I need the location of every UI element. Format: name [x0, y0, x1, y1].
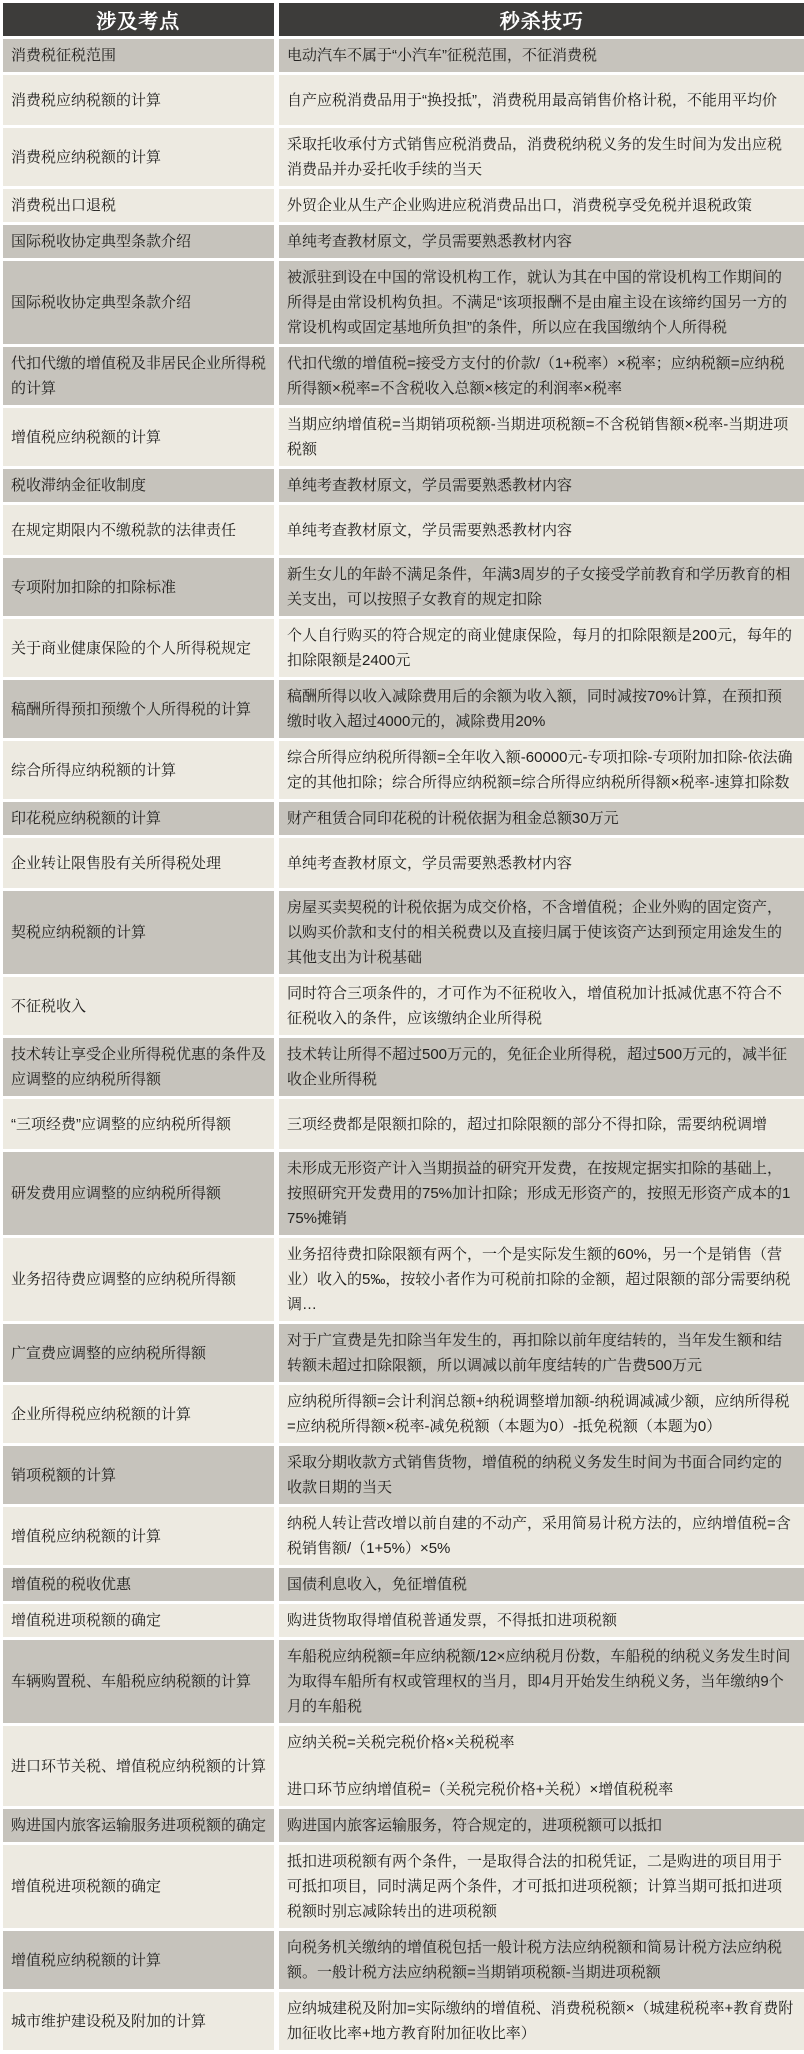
- table-row: [2, 740, 804, 801]
- tip-cell: 单纯考查教材原文，学员需要熟悉教材内容: [277, 504, 804, 557]
- tip-cell: 向税务机关缴纳的增值税包括一般计税方法应纳税额和简易计税方法应纳税额。一般计税方法应纳税额=当期销项税额-当期进项税额: [277, 1930, 804, 1991]
- tip-cell: 单纯考查教材原文，学员需要熟悉教材内容: [277, 837, 804, 890]
- table-row: [2, 224, 804, 260]
- column-header-tip: 秒杀技巧: [277, 2, 804, 38]
- tip-cell: 三项经费都是限额扣除的，超过扣除限额的部分不得扣除，需要纳税调增: [277, 1098, 804, 1151]
- table-row: [2, 1151, 804, 1237]
- topic-cell: 消费税应纳税额的计算: [2, 74, 277, 127]
- topic-cell: 车辆购置税、车船税应纳税额的计算: [2, 1639, 277, 1725]
- topic-cell: 代扣代缴的增值税及非居民企业所得税的计算: [2, 346, 277, 407]
- table-row: [2, 346, 804, 407]
- topic-cell: 业务招待费应调整的应纳税所得额: [2, 1237, 277, 1323]
- tip-cell: 应纳城建税及附加=实际缴纳的增值税、消费税税额×（城建税税率+教育费附加征收比率+地方教育附加征收比率）: [277, 1991, 804, 2052]
- tip-paragraph: 进口环节应纳增值税=（关税完税价格+关税）×增值税税率: [287, 1777, 796, 1802]
- table-row: [2, 618, 804, 679]
- table-row: [2, 1098, 804, 1151]
- topic-cell: 销项税额的计算: [2, 1445, 277, 1506]
- tip-cell: 抵扣进项税额有两个条件，一是取得合法的扣税凭证，二是购进的项目用于可抵扣项目，同时满足两个条件，才可抵扣进项税额；计算当期可抵扣进项税额时别忘减除转出的进项税额: [277, 1844, 804, 1930]
- tip-cell: 综合所得应纳税所得额=全年收入额-60000元-专项扣除-专项附加扣除-依法确定的其他扣除；综合所得应纳税额=综合所得应纳税所得额×税率-速算扣除数: [277, 740, 804, 801]
- table-row: [2, 1567, 804, 1603]
- table-row: [2, 1237, 804, 1323]
- topic-cell: 消费税出口退税: [2, 188, 277, 224]
- table-row: [2, 1445, 804, 1506]
- tip-cell: 财产租赁合同印花税的计税依据为租金总额30万元: [277, 801, 804, 837]
- tip-cell: 被派驻到设在中国的常设机构工作，就认为其在中国的常设机构工作期间的所得是由常设机构负担。不满足“该项报酬不是由雇主设在该缔约国另一方的常设机构或固定基地所负担”的条件，所以应在我国缴纳个人所得税: [277, 260, 804, 346]
- table-row: [2, 127, 804, 188]
- table-row: [2, 38, 804, 74]
- tip-cell: [277, 1725, 804, 1808]
- topic-cell: 消费税应纳税额的计算: [2, 127, 277, 188]
- tip-cell: 同时符合三项条件的，才可作为不征税收入，增值税加计抵减优惠不符合不征税收入的条件，应该缴纳企业所得税: [277, 976, 804, 1037]
- topic-cell: 国际税收协定典型条款介绍: [2, 260, 277, 346]
- topic-cell: 增值税进项税额的确定: [2, 1603, 277, 1639]
- tip-cell: 个人自行购买的符合规定的商业健康保险，每月的扣除限额是200元，每年的扣除限额是2400元: [277, 618, 804, 679]
- tip-cell: 购进国内旅客运输服务，符合规定的，进项税额可以抵扣: [277, 1808, 804, 1844]
- tip-cell: 新生女儿的年龄不满足条件，年满3周岁的子女接受学前教育和学历教育的相关支出，可以按照子女教育的规定扣除: [277, 557, 804, 618]
- tip-cell: 对于广宣费是先扣除当年发生的，再扣除以前年度结转的，当年发生额和结转额未超过扣除限额，所以调减以前年度结转的广告费500万元: [277, 1323, 804, 1384]
- table-row: [2, 1808, 804, 1844]
- topic-cell: 稿酬所得预扣预缴个人所得税的计算: [2, 679, 277, 740]
- table-row: [2, 976, 804, 1037]
- table-row: [2, 890, 804, 976]
- topic-cell: 不征税收入: [2, 976, 277, 1037]
- table-row: [2, 1323, 804, 1384]
- topic-cell: “三项经费”应调整的应纳税所得额: [2, 1098, 277, 1151]
- tip-cell: 业务招待费扣除限额有两个，一个是实际发生额的60%，另一个是销售（营业）收入的5‰，按较小者作为可税前扣除的金额，超过限额的部分需要纳税调…: [277, 1237, 804, 1323]
- table-row: [2, 468, 804, 504]
- table-row: [2, 407, 804, 468]
- topic-cell: 专项附加扣除的扣除标准: [2, 557, 277, 618]
- tip-cell: 应纳税所得额=会计利润总额+纳税调整增加额-纳税调减减少额，应纳所得税=应纳税所得额×税率-减免税额（本题为0）-抵免税额（本题为0）: [277, 1384, 804, 1445]
- tip-cell: 电动汽车不属于“小汽车”征税范围，不征消费税: [277, 38, 804, 74]
- table-row: [2, 1506, 804, 1567]
- tip-cell: 采取托收承付方式销售应税消费品，消费税纳税义务的发生时间为发出应税消费品并办妥托收手续的当天: [277, 127, 804, 188]
- topic-cell: 增值税进项税额的确定: [2, 1844, 277, 1930]
- topic-cell: 企业所得税应纳税额的计算: [2, 1384, 277, 1445]
- tip-paragraph: 应纳关税=关税完税价格×关税税率: [287, 1730, 796, 1755]
- table-row: [2, 557, 804, 618]
- table-row: [2, 801, 804, 837]
- tip-cell: 未形成无形资产计入当期损益的研究开发费，在按规定据实扣除的基础上，按照研究开发费用的75%加计扣除；形成无形资产的，按照无形资产成本的175%摊销: [277, 1151, 804, 1237]
- tip-cell: 房屋买卖契税的计税依据为成交价格，不含增值税；企业外购的固定资产，以购买价款和支付的相关税费以及直接归属于使该资产达到预定用途发生的其他支出为计税基础: [277, 890, 804, 976]
- tip-cell: 纳税人转让营改增以前自建的不动产，采用简易计税方法的，应纳增值税=含税销售额/（1+5%）×5%: [277, 1506, 804, 1567]
- table-header-row: [2, 2, 804, 38]
- exam-points-table: [0, 1, 804, 2053]
- topic-cell: 综合所得应纳税额的计算: [2, 740, 277, 801]
- tip-cell: 自产应税消费品用于“换投抵”，消费税用最高销售价格计税，不能用平均价: [277, 74, 804, 127]
- topic-cell: 增值税应纳税额的计算: [2, 1930, 277, 1991]
- table-row: [2, 1844, 804, 1930]
- tip-cell: 技术转让所得不超过500万元的，免征企业所得税，超过500万元的，减半征收企业所得税: [277, 1037, 804, 1098]
- table-row: [2, 504, 804, 557]
- topic-cell: 城市维护建设税及附加的计算: [2, 1991, 277, 2052]
- topic-cell: 企业转让限售股有关所得税处理: [2, 837, 277, 890]
- tip-cell: 购进货物取得增值税普通发票，不得抵扣进项税额: [277, 1603, 804, 1639]
- topic-cell: 增值税应纳税额的计算: [2, 407, 277, 468]
- topic-cell: 技术转让享受企业所得税优惠的条件及应调整的应纳税所得额: [2, 1037, 277, 1098]
- tip-cell: 采取分期收款方式销售货物，增值税的纳税义务发生时间为书面合同约定的收款日期的当天: [277, 1445, 804, 1506]
- table-row: [2, 1384, 804, 1445]
- table-row: [2, 1639, 804, 1725]
- table-row: [2, 260, 804, 346]
- tip-cell: 单纯考查教材原文，学员需要熟悉教材内容: [277, 468, 804, 504]
- table-row: [2, 837, 804, 890]
- tip-cell: 外贸企业从生产企业购进应税消费品出口，消费税享受免税并退税政策: [277, 188, 804, 224]
- table-row: [2, 1037, 804, 1098]
- topic-cell: 购进国内旅客运输服务进项税额的确定: [2, 1808, 277, 1844]
- table-row: [2, 188, 804, 224]
- topic-cell: 进口环节关税、增值税应纳税额的计算: [2, 1725, 277, 1808]
- table-row: [2, 1930, 804, 1991]
- table-row: [2, 679, 804, 740]
- tip-cell: 车船税应纳税额=年应纳税额/12×应纳税月份数，车船税的纳税义务发生时间为取得车船所有权或管理权的当月，即4月开始发生纳税义务，当年缴纳9个月的车船税: [277, 1639, 804, 1725]
- table-row: [2, 1991, 804, 2052]
- tip-cell: 国债利息收入，免征增值税: [277, 1567, 804, 1603]
- tip-cell: 代扣代缴的增值税=接受方支付的价款/（1+税率）×税率；应纳税额=应纳税所得额×税率=不含税收入总额×核定的利润率×税率: [277, 346, 804, 407]
- topic-cell: 关于商业健康保险的个人所得税规定: [2, 618, 277, 679]
- topic-cell: 研发费用应调整的应纳税所得额: [2, 1151, 277, 1237]
- table-row: [2, 1603, 804, 1639]
- topic-cell: 税收滞纳金征收制度: [2, 468, 277, 504]
- tip-cell: 稿酬所得以收入减除费用后的余额为收入额，同时减按70%计算，在预扣预缴时收入超过4000元的，减除费用20%: [277, 679, 804, 740]
- table-body: [2, 38, 804, 2052]
- topic-cell: 契税应纳税额的计算: [2, 890, 277, 976]
- topic-cell: 国际税收协定典型条款介绍: [2, 224, 277, 260]
- topic-cell: 广宣费应调整的应纳税所得额: [2, 1323, 277, 1384]
- topic-cell: 印花税应纳税额的计算: [2, 801, 277, 837]
- tip-cell: 当期应纳增值税=当期销项税额-当期进项税额=不含税销售额×税率-当期进项税额: [277, 407, 804, 468]
- column-header-topic: 涉及考点: [2, 2, 277, 38]
- table-row: [2, 74, 804, 127]
- topic-cell: 消费税征税范围: [2, 38, 277, 74]
- topic-cell: 在规定期限内不缴税款的法律责任: [2, 504, 277, 557]
- topic-cell: 增值税的税收优惠: [2, 1567, 277, 1603]
- tip-cell: 单纯考查教材原文，学员需要熟悉教材内容: [277, 224, 804, 260]
- topic-cell: 增值税应纳税额的计算: [2, 1506, 277, 1567]
- table-row: [2, 1725, 804, 1808]
